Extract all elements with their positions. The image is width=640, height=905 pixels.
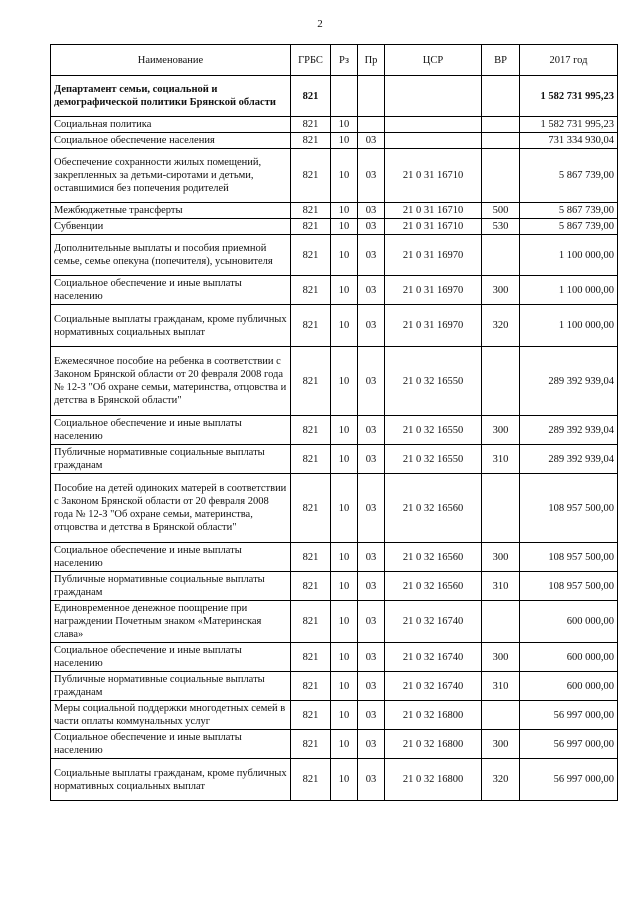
cell-rz bbox=[331, 76, 358, 117]
cell-grbs: 821 bbox=[291, 276, 331, 305]
cell-pr: 03 bbox=[358, 474, 385, 543]
cell-amount: 5 867 739,00 bbox=[520, 203, 618, 219]
table-row bbox=[51, 730, 618, 759]
cell-rz: 10 bbox=[331, 572, 358, 601]
cell-vr: 300 bbox=[482, 543, 520, 572]
cell-vr bbox=[482, 133, 520, 149]
header-rz: Рз bbox=[331, 45, 358, 76]
cell-csr: 21 0 32 16740 bbox=[385, 601, 482, 643]
cell-pr: 03 bbox=[358, 730, 385, 759]
cell-rz: 10 bbox=[331, 276, 358, 305]
table-row bbox=[51, 117, 618, 133]
cell-rz: 10 bbox=[331, 759, 358, 801]
cell-name: Социальное обеспечение и иные выплаты населению bbox=[51, 276, 291, 305]
cell-grbs: 821 bbox=[291, 543, 331, 572]
table-row bbox=[51, 203, 618, 219]
table-row bbox=[51, 149, 618, 203]
cell-pr: 03 bbox=[358, 133, 385, 149]
cell-name: Единовременное денежное поощрение при награждении Почетным знаком «Материнская слава» bbox=[51, 601, 291, 643]
cell-grbs: 821 bbox=[291, 203, 331, 219]
cell-amount: 1 100 000,00 bbox=[520, 235, 618, 276]
cell-csr bbox=[385, 117, 482, 133]
cell-rz: 10 bbox=[331, 305, 358, 347]
cell-pr: 03 bbox=[358, 759, 385, 801]
cell-rz: 10 bbox=[331, 445, 358, 474]
cell-vr bbox=[482, 76, 520, 117]
cell-csr: 21 0 32 16800 bbox=[385, 759, 482, 801]
header-name: Наименование bbox=[51, 45, 291, 76]
cell-rz: 10 bbox=[331, 117, 358, 133]
cell-grbs: 821 bbox=[291, 601, 331, 643]
cell-csr: 21 0 32 16800 bbox=[385, 701, 482, 730]
cell-pr: 03 bbox=[358, 672, 385, 701]
cell-csr: 21 0 31 16970 bbox=[385, 235, 482, 276]
table-row bbox=[51, 235, 618, 276]
cell-pr: 03 bbox=[358, 543, 385, 572]
table-row bbox=[51, 445, 618, 474]
cell-vr: 320 bbox=[482, 759, 520, 801]
header-csr: ЦСР bbox=[385, 45, 482, 76]
cell-pr bbox=[358, 76, 385, 117]
cell-name: Социальная политика bbox=[51, 117, 291, 133]
cell-rz: 10 bbox=[331, 730, 358, 759]
cell-vr bbox=[482, 701, 520, 730]
cell-grbs: 821 bbox=[291, 701, 331, 730]
cell-pr: 03 bbox=[358, 203, 385, 219]
cell-name: Социальное обеспечение и иные выплаты населению bbox=[51, 543, 291, 572]
cell-csr: 21 0 32 16550 bbox=[385, 347, 482, 416]
cell-name: Публичные нормативные социальные выплаты гражданам bbox=[51, 672, 291, 701]
cell-amount: 56 997 000,00 bbox=[520, 730, 618, 759]
cell-name: Публичные нормативные социальные выплаты гражданам bbox=[51, 445, 291, 474]
header-grbs: ГРБС bbox=[291, 45, 331, 76]
cell-pr: 03 bbox=[358, 601, 385, 643]
cell-vr: 320 bbox=[482, 305, 520, 347]
cell-amount: 56 997 000,00 bbox=[520, 701, 618, 730]
cell-pr: 03 bbox=[358, 235, 385, 276]
cell-vr: 300 bbox=[482, 730, 520, 759]
cell-csr: 21 0 31 16710 bbox=[385, 149, 482, 203]
table-row bbox=[51, 276, 618, 305]
cell-grbs: 821 bbox=[291, 445, 331, 474]
cell-name: Социальное обеспечение и иные выплаты населению bbox=[51, 643, 291, 672]
budget-table bbox=[50, 44, 618, 801]
cell-pr: 03 bbox=[358, 701, 385, 730]
cell-csr bbox=[385, 76, 482, 117]
cell-rz: 10 bbox=[331, 701, 358, 730]
cell-grbs: 821 bbox=[291, 730, 331, 759]
cell-name: Публичные нормативные социальные выплаты гражданам bbox=[51, 572, 291, 601]
cell-csr: 21 0 32 16740 bbox=[385, 672, 482, 701]
cell-csr: 21 0 32 16560 bbox=[385, 572, 482, 601]
table-row bbox=[51, 572, 618, 601]
cell-csr: 21 0 31 16970 bbox=[385, 305, 482, 347]
cell-vr: 310 bbox=[482, 672, 520, 701]
cell-csr: 21 0 31 16710 bbox=[385, 219, 482, 235]
cell-vr: 300 bbox=[482, 643, 520, 672]
header-vr: ВР bbox=[482, 45, 520, 76]
cell-amount: 289 392 939,04 bbox=[520, 347, 618, 416]
table-header bbox=[51, 45, 618, 76]
cell-csr: 21 0 32 16550 bbox=[385, 445, 482, 474]
cell-rz: 10 bbox=[331, 347, 358, 416]
cell-grbs: 821 bbox=[291, 305, 331, 347]
cell-grbs: 821 bbox=[291, 759, 331, 801]
cell-grbs: 821 bbox=[291, 76, 331, 117]
table-row bbox=[51, 701, 618, 730]
cell-grbs: 821 bbox=[291, 133, 331, 149]
cell-amount: 600 000,00 bbox=[520, 672, 618, 701]
table-row bbox=[51, 76, 618, 117]
cell-amount: 108 957 500,00 bbox=[520, 543, 618, 572]
cell-vr bbox=[482, 347, 520, 416]
table-row bbox=[51, 643, 618, 672]
cell-amount: 289 392 939,04 bbox=[520, 416, 618, 445]
cell-grbs: 821 bbox=[291, 149, 331, 203]
cell-vr: 310 bbox=[482, 445, 520, 474]
cell-pr: 03 bbox=[358, 572, 385, 601]
table-row bbox=[51, 543, 618, 572]
page-number: 2 bbox=[317, 18, 323, 30]
cell-rz: 10 bbox=[331, 149, 358, 203]
cell-amount: 731 334 930,04 bbox=[520, 133, 618, 149]
cell-name: Дополнительные выплаты и пособия приемной семье, семье опекуна (попечителя), усыновителя bbox=[51, 235, 291, 276]
cell-rz: 10 bbox=[331, 203, 358, 219]
cell-csr: 21 0 32 16560 bbox=[385, 543, 482, 572]
table-row bbox=[51, 219, 618, 235]
cell-grbs: 821 bbox=[291, 219, 331, 235]
table-row bbox=[51, 474, 618, 543]
table-row bbox=[51, 347, 618, 416]
cell-name: Социальное обеспечение и иные выплаты населению bbox=[51, 730, 291, 759]
cell-pr: 03 bbox=[358, 276, 385, 305]
cell-amount: 600 000,00 bbox=[520, 643, 618, 672]
cell-vr: 310 bbox=[482, 572, 520, 601]
cell-name: Социальное обеспечение населения bbox=[51, 133, 291, 149]
cell-name: Меры социальной поддержки многодетных семей в части оплаты коммунальных услуг bbox=[51, 701, 291, 730]
cell-csr bbox=[385, 133, 482, 149]
cell-rz: 10 bbox=[331, 543, 358, 572]
cell-grbs: 821 bbox=[291, 416, 331, 445]
cell-name: Межбюджетные трансферты bbox=[51, 203, 291, 219]
cell-vr: 500 bbox=[482, 203, 520, 219]
header-pr: Пр bbox=[358, 45, 385, 76]
cell-grbs: 821 bbox=[291, 643, 331, 672]
cell-pr: 03 bbox=[358, 347, 385, 416]
table-row bbox=[51, 133, 618, 149]
table-body bbox=[51, 76, 618, 801]
cell-vr bbox=[482, 235, 520, 276]
table-row bbox=[51, 672, 618, 701]
header-year: 2017 год bbox=[520, 45, 618, 76]
cell-amount: 108 957 500,00 bbox=[520, 474, 618, 543]
cell-rz: 10 bbox=[331, 235, 358, 276]
cell-amount: 108 957 500,00 bbox=[520, 572, 618, 601]
cell-name: Ежемесячное пособие на ребенка в соответствии с Законом Брянской области от 20 февраля 2008 года № 12-З "Об охране семьи, материнства, отцовства и детства в Брянской области" bbox=[51, 347, 291, 416]
cell-amount: 5 867 739,00 bbox=[520, 219, 618, 235]
table-row bbox=[51, 305, 618, 347]
cell-grbs: 821 bbox=[291, 572, 331, 601]
cell-name: Социальные выплаты гражданам, кроме публичных нормативных социальных выплат bbox=[51, 305, 291, 347]
cell-amount: 600 000,00 bbox=[520, 601, 618, 643]
cell-vr bbox=[482, 149, 520, 203]
cell-grbs: 821 bbox=[291, 347, 331, 416]
cell-csr: 21 0 32 16550 bbox=[385, 416, 482, 445]
cell-rz: 10 bbox=[331, 474, 358, 543]
cell-amount: 56 997 000,00 bbox=[520, 759, 618, 801]
cell-rz: 10 bbox=[331, 672, 358, 701]
cell-name: Социальное обеспечение и иные выплаты населению bbox=[51, 416, 291, 445]
cell-csr: 21 0 32 16800 bbox=[385, 730, 482, 759]
cell-vr bbox=[482, 474, 520, 543]
cell-vr bbox=[482, 117, 520, 133]
cell-pr: 03 bbox=[358, 149, 385, 203]
cell-csr: 21 0 31 16710 bbox=[385, 203, 482, 219]
cell-name: Департамент семьи, социальной и демографической политики Брянской области bbox=[51, 76, 291, 117]
cell-amount: 289 392 939,04 bbox=[520, 445, 618, 474]
cell-csr: 21 0 32 16740 bbox=[385, 643, 482, 672]
cell-amount: 5 867 739,00 bbox=[520, 149, 618, 203]
cell-rz: 10 bbox=[331, 601, 358, 643]
cell-pr: 03 bbox=[358, 445, 385, 474]
cell-grbs: 821 bbox=[291, 672, 331, 701]
cell-pr: 03 bbox=[358, 219, 385, 235]
table-row bbox=[51, 601, 618, 643]
cell-amount: 1 582 731 995,23 bbox=[520, 76, 618, 117]
cell-amount: 1 582 731 995,23 bbox=[520, 117, 618, 133]
cell-rz: 10 bbox=[331, 643, 358, 672]
cell-csr: 21 0 32 16560 bbox=[385, 474, 482, 543]
cell-csr: 21 0 31 16970 bbox=[385, 276, 482, 305]
cell-vr bbox=[482, 601, 520, 643]
cell-vr: 300 bbox=[482, 276, 520, 305]
cell-rz: 10 bbox=[331, 219, 358, 235]
cell-name: Социальные выплаты гражданам, кроме публичных нормативных социальных выплат bbox=[51, 759, 291, 801]
cell-vr: 300 bbox=[482, 416, 520, 445]
cell-pr bbox=[358, 117, 385, 133]
cell-grbs: 821 bbox=[291, 117, 331, 133]
cell-amount: 1 100 000,00 bbox=[520, 305, 618, 347]
table-row bbox=[51, 416, 618, 445]
cell-pr: 03 bbox=[358, 643, 385, 672]
cell-grbs: 821 bbox=[291, 235, 331, 276]
table-row bbox=[51, 759, 618, 801]
cell-name: Субвенции bbox=[51, 219, 291, 235]
cell-vr: 530 bbox=[482, 219, 520, 235]
cell-name: Обеспечение сохранности жилых помещений, закрепленных за детьми-сиротами и детьми, оставшимися без попечения родителей bbox=[51, 149, 291, 203]
cell-rz: 10 bbox=[331, 133, 358, 149]
cell-amount: 1 100 000,00 bbox=[520, 276, 618, 305]
cell-pr: 03 bbox=[358, 416, 385, 445]
cell-rz: 10 bbox=[331, 416, 358, 445]
cell-pr: 03 bbox=[358, 305, 385, 347]
cell-grbs: 821 bbox=[291, 474, 331, 543]
cell-name: Пособие на детей одиноких матерей в соответствии с Законом Брянской области от 20 февраля 2008 года № 12-З "Об охране семьи, материнства, отцовства и детства в Брянской области" bbox=[51, 474, 291, 543]
